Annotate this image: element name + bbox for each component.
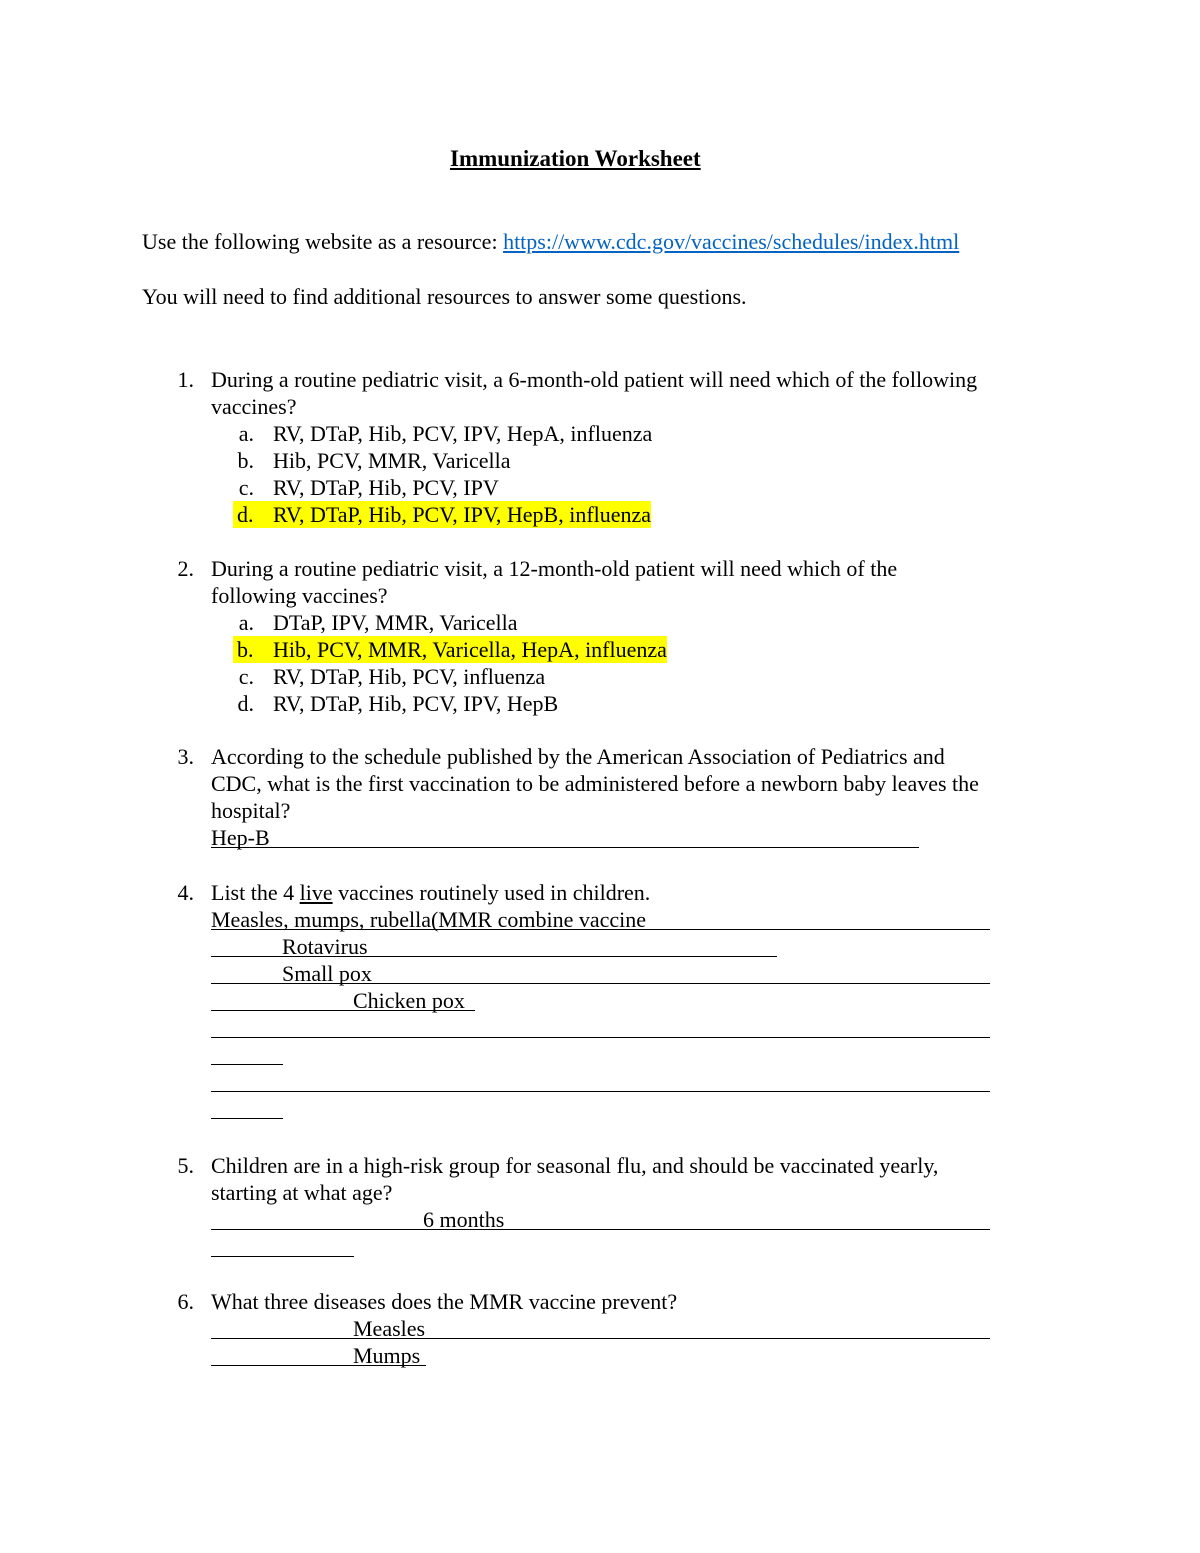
question-1-option-c: RV, DTaP, Hib, PCV, IPV xyxy=(273,475,499,500)
question-1-option-b: Hib, PCV, MMR, Varicella xyxy=(273,448,511,473)
answer-line xyxy=(211,1338,990,1339)
answer-line xyxy=(211,1037,990,1038)
option-letter: d. xyxy=(237,502,254,527)
question-6-number: 6. xyxy=(177,1289,194,1314)
question-4-live-word: live xyxy=(299,880,333,905)
question-4-answer-1: Measles, mumps, rubella(MMR combine vaccine xyxy=(211,907,647,932)
answer-line xyxy=(211,1118,283,1119)
question-2-option-b: Hib, PCV, MMR, Varicella, HepA, influenza xyxy=(273,637,667,662)
option-letter: c. xyxy=(238,475,254,500)
answer-line xyxy=(211,1365,426,1366)
question-3-line-2: CDC, what is the first vaccination to be administered before a newborn baby leaves the xyxy=(211,771,979,796)
question-2-option-d: RV, DTaP, Hib, PCV, IPV, HepB xyxy=(273,691,559,716)
question-4-number: 4. xyxy=(177,880,194,905)
question-5-number: 5. xyxy=(177,1153,194,1178)
option-letter: c. xyxy=(238,664,254,689)
question-3-line-3: hospital? xyxy=(211,798,291,823)
question-1-option-d: RV, DTaP, Hib, PCV, IPV, HepB, influenza xyxy=(273,502,652,527)
answer-line xyxy=(211,1091,990,1092)
option-letter: b. xyxy=(237,448,254,473)
question-4-answer-2: Rotavirus xyxy=(282,934,368,959)
answer-line xyxy=(211,956,777,957)
question-1-line-2: vaccines? xyxy=(211,394,297,419)
question-5-line-1: Children are in a high-risk group for seasonal flu, and should be vaccinated yearly, xyxy=(211,1153,939,1178)
question-5-line-2: starting at what age? xyxy=(211,1180,393,1205)
option-letter: d. xyxy=(237,691,254,716)
answer-line xyxy=(211,847,919,848)
question-1-option-a: RV, DTaP, Hib, PCV, IPV, HepA, influenza xyxy=(273,421,653,446)
answer-line xyxy=(211,1010,475,1011)
question-2-option-c: RV, DTaP, Hib, PCV, influenza xyxy=(273,664,546,689)
question-3-number: 3. xyxy=(177,744,194,769)
question-5-answer: 6 months xyxy=(423,1207,505,1232)
answer-line xyxy=(211,1229,990,1230)
question-2-option-b-highlight xyxy=(233,636,667,663)
question-2-number: 2. xyxy=(177,556,194,581)
question-4-prefix: List the 4 xyxy=(211,880,300,905)
question-1-line-1: During a routine pediatric visit, a 6-month-old patient will need which of the following xyxy=(211,367,978,392)
answer-line xyxy=(211,983,990,984)
question-4-suffix: vaccines routinely used in children. xyxy=(332,880,651,905)
question-6-answer-1: Measles xyxy=(353,1316,426,1341)
question-1-number: 1. xyxy=(177,367,194,392)
answer-line xyxy=(211,1064,283,1065)
question-4-line xyxy=(211,879,650,906)
resource-prefix: Use the following website as a resource: xyxy=(142,229,504,254)
instructions-note: You will need to find additional resources to answer some questions. xyxy=(142,284,747,309)
resource-link[interactable]: https://www.cdc.gov/vaccines/schedules/index.html xyxy=(503,229,960,254)
option-letter: a. xyxy=(238,610,254,635)
question-4-answer-3: Small pox xyxy=(282,961,372,986)
question-6-answer-2: Mumps xyxy=(353,1343,421,1368)
question-1-option-d-highlight xyxy=(233,501,651,528)
question-3-line-1: According to the schedule published by the American Association of Pediatrics and xyxy=(211,744,945,769)
answer-line xyxy=(211,1256,354,1257)
page-title: Immunization Worksheet xyxy=(450,146,701,171)
resource-line xyxy=(142,228,959,255)
question-2-line-1: During a routine pediatric visit, a 12-month-old patient will need which of the xyxy=(211,556,898,581)
option-letter: a. xyxy=(238,421,254,446)
question-6-line: What three diseases does the MMR vaccine prevent? xyxy=(211,1289,678,1314)
question-2-option-a: DTaP, IPV, MMR, Varicella xyxy=(273,610,518,635)
question-2-line-2: following vaccines? xyxy=(211,583,388,608)
option-letter: b. xyxy=(237,637,254,662)
question-3-answer: Hep-B xyxy=(211,825,270,850)
answer-line xyxy=(211,929,990,930)
question-4-answer-4: Chicken pox xyxy=(353,988,465,1013)
